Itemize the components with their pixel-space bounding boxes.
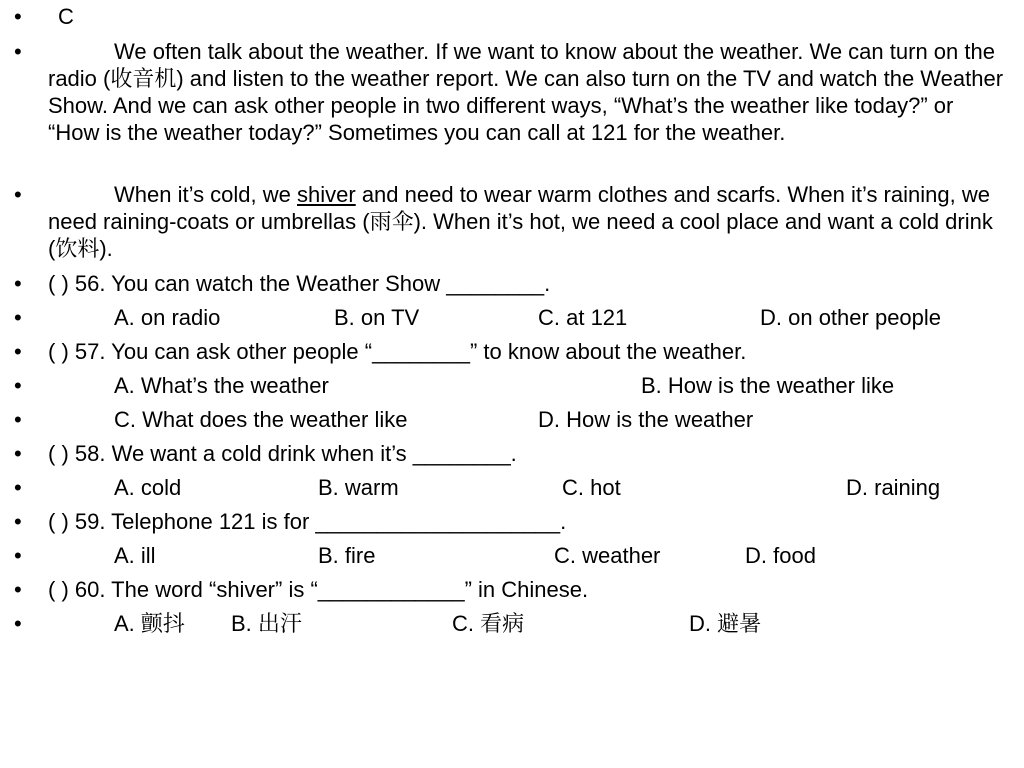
bullet: • bbox=[14, 182, 22, 207]
bullet: • bbox=[14, 611, 22, 636]
q57-option-a: A. What’s the weather bbox=[114, 373, 329, 398]
section-letter: C bbox=[58, 4, 74, 29]
q58-option-b: B. warm bbox=[318, 475, 399, 500]
question-59: ( ) 59. Telephone 121 is for ____________________. bbox=[48, 509, 567, 534]
q56-option-d: D. on other people bbox=[760, 305, 942, 330]
bullet: • bbox=[14, 271, 22, 296]
q57-option-c: C. What does the weather like bbox=[114, 407, 408, 432]
bullet: • bbox=[14, 441, 22, 466]
q60-option-a: A. 颤抖 bbox=[114, 611, 185, 636]
question-57: ( ) 57. You can ask other people “________” to know about the weather. bbox=[48, 339, 747, 364]
q56-option-b: B. on TV bbox=[334, 305, 420, 330]
bullet: • bbox=[14, 4, 22, 29]
passage-paragraph-1 bbox=[48, 38, 1010, 146]
question-58: ( ) 58. We want a cold drink when it’s ________. bbox=[48, 441, 517, 466]
paragraph-1-text: We often talk about the weather. If we want to know about the weather. We can turn on the radio (收音机) and listen to the weather report. We can also turn on the TV and watch the Weather Show. And we can ask other people in two different ways, “What’s the weather like today?” or “How is the weather today?” Sometimes you can call at 121 for the weather. bbox=[48, 39, 1004, 145]
bullet: • bbox=[14, 407, 22, 432]
q60-option-b: B. 出汗 bbox=[231, 611, 302, 636]
bullet: • bbox=[14, 339, 22, 364]
paragraph-2-text-after: and need to wear warm clothes and scarfs. When it’s raining, we need raining-coats or umbrellas (雨伞). When it’s hot, we need a cool place and want a cold drink (饮料). bbox=[48, 182, 993, 261]
q57-option-d: D. How is the weather bbox=[538, 407, 754, 432]
bullet: • bbox=[14, 475, 22, 500]
q59-option-c: C. weather bbox=[554, 543, 661, 568]
q56-option-c: C. at 121 bbox=[538, 305, 628, 330]
q58-option-c: C. hot bbox=[562, 475, 621, 500]
question-56: ( ) 56. You can watch the Weather Show ________. bbox=[48, 271, 551, 296]
bullet: • bbox=[14, 543, 22, 568]
passage-paragraph-2 bbox=[48, 181, 1010, 262]
q58-option-a: A. cold bbox=[114, 475, 182, 500]
bullet: • bbox=[14, 305, 22, 330]
q60-option-c: C. 看病 bbox=[452, 611, 525, 636]
bullet: • bbox=[14, 39, 22, 64]
question-60: ( ) 60. The word “shiver” is “____________” in Chinese. bbox=[48, 577, 589, 602]
paragraph-2-text-before: When it’s cold, we bbox=[114, 182, 298, 207]
q58-option-d: D. raining bbox=[846, 475, 941, 500]
q59-option-d: D. food bbox=[745, 543, 816, 568]
bullet: • bbox=[14, 373, 22, 398]
q57-option-b: B. How is the weather like bbox=[641, 373, 895, 398]
q56-option-a: A. on radio bbox=[114, 305, 221, 330]
q59-option-b: B. fire bbox=[318, 543, 376, 568]
bullet: • bbox=[14, 509, 22, 534]
underlined-word: shiver bbox=[297, 182, 356, 207]
q60-option-d: D. 避暑 bbox=[689, 611, 762, 636]
q59-option-a: A. ill bbox=[114, 543, 156, 568]
bullet: • bbox=[14, 577, 22, 602]
